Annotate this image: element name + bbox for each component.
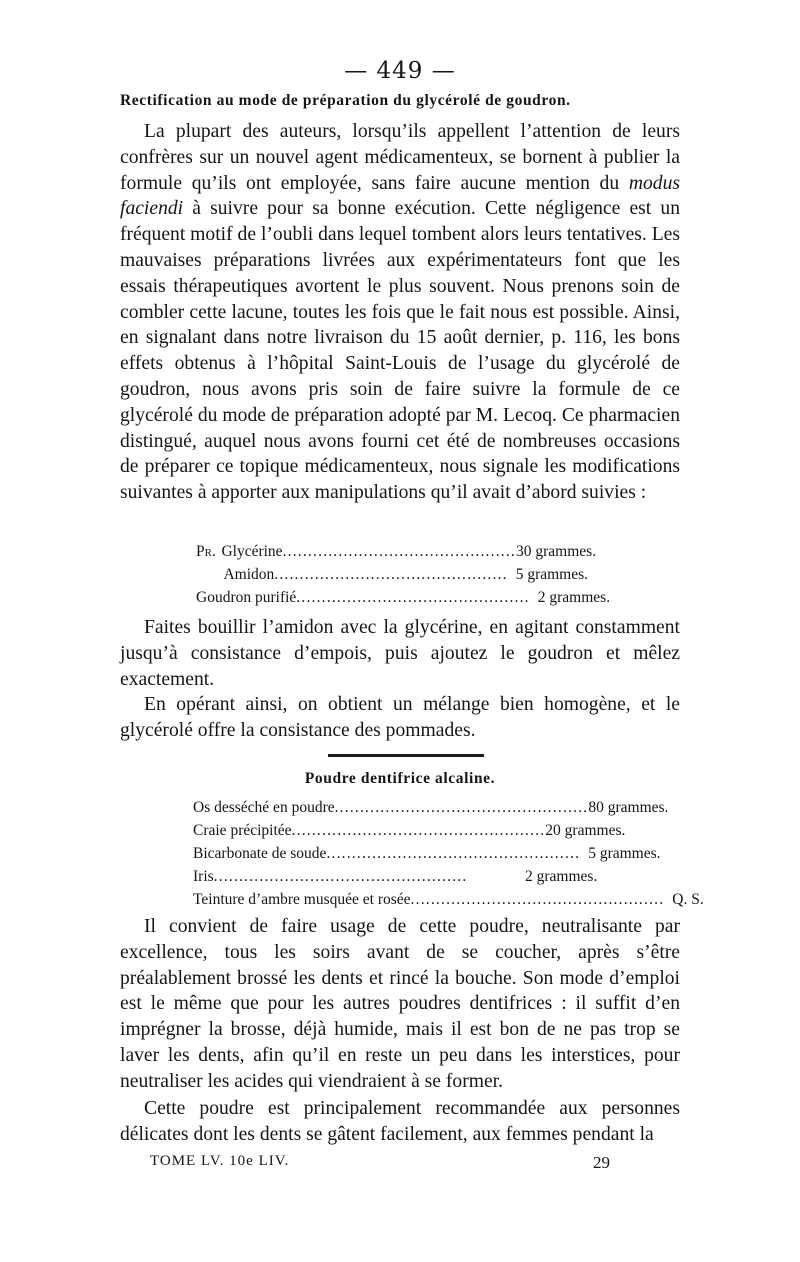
separator-rule [328, 754, 484, 757]
recipe-row [193, 865, 621, 888]
leader-dots: .................................................. [291, 822, 546, 839]
signature-mark: 29 [593, 1153, 610, 1172]
paragraph-3-text: En opérant ainsi, on obtient un mélange bien homogène, et le glycérolé offre la consistance des pommades. [120, 694, 680, 741]
leader-dots: .............................................. [282, 543, 517, 560]
ingredient-name: Teinture d’ambre musquée et rosée [193, 891, 411, 908]
ingredient-name: Bicarbonate de soude [193, 845, 327, 862]
ingredient-quantity: 5 grammes. [515, 566, 589, 583]
recipe-title: Poudre dentifrice alcaline. [304, 770, 496, 787]
recipe-poudre [193, 796, 704, 911]
leader-dots: .................................................. [334, 799, 589, 816]
ingredient-quantity: Q. S. [672, 891, 704, 908]
paragraph-1 [120, 119, 680, 506]
paragraph-2-text: Faites bouillir l’amidon avec la glycérine, en agitant constamment jusqu’à consistance d’empois, puis ajoutez le goudron et mêlez exactement. [120, 617, 680, 690]
leader-dots: .................................................. [326, 845, 581, 862]
leader-dots: .................................................. [213, 868, 468, 885]
ingredient-name: Os desséché en poudre [193, 799, 335, 816]
recipe-row [196, 563, 598, 586]
recipe-row [196, 540, 598, 563]
recipe-glycerole [196, 540, 611, 609]
ingredient-quantity: 5 grammes. [588, 845, 661, 862]
ingredient-quantity: 30 grammes. [516, 543, 597, 560]
leader-dots: .............................................. [296, 589, 530, 606]
paragraph-4-text: Il convient de faire usage de cette poudre, neutralisante par excellence, tous les soirs avant de se coucher, après s’être préalablement brossé les dents et rincé la bouche. Son mode d’emploi est le même que pour les autres poudres dentifrices : il suffit d’en imprégner la brosse, déjà humide, mais il est bon de ne pas trop se laver les dents, afin qu’il en reste un peu dans les interstices, pour neutraliser les acides qui viendraient à se former. [120, 916, 680, 1092]
ingredient-quantity: 2 grammes. [525, 868, 598, 885]
recipe-row [193, 842, 661, 865]
page-number: — 449 — [344, 58, 456, 84]
ingredient-name: Goudron purifié [196, 589, 297, 606]
paragraph-1-text-b: à suivre pour sa bonne exécution. Cette négligence est un fréquent motif de l’oubli dans lequel tombent alors leurs tentatives. Les mauvaises préparations livrées aux expérimentateurs font que les essais thérapeutiques avortent le plus souvent. Nous prenons soin de combler cette lacune, toutes les fois que le fait nous est possible. Ainsi, en signalant dans notre livraison du 15 août dernier, p. 116, les bons effets obtenus à l’hôpital Saint-Louis de l’usage du glycérolé de goudron, nous avons pris soin de faire suivre la formule de ce glycérolé du mode de préparation adopté par M. Lecoq. Ce pharmacien distingué, auquel nous avons fourni cet été de nombreuses occasions de préparer ce topique médicamenteux, nous signale les modifications suivantes à apporter aux manipulations qu’il avait d’abord suivies : [120, 198, 680, 504]
paragraph-4 [120, 914, 680, 1095]
paragraph-1-italic: modus faciendi [120, 172, 680, 220]
recipe-row [193, 888, 704, 911]
ingredient-quantity: 80 grammes. [588, 799, 669, 816]
ingredient-name: Amidon [223, 566, 275, 583]
recipe-prefix: Pr. [196, 543, 216, 560]
ingredient-name: Craie précipitée [193, 822, 292, 839]
page-footer [150, 1153, 610, 1173]
ingredient-quantity: 2 grammes. [537, 589, 611, 606]
ingredient-name: Iris [193, 868, 214, 885]
volume-label: TOME LV. 10e LIV. [150, 1153, 290, 1169]
ingredient-quantity: 20 grammes. [545, 822, 626, 839]
recipe-row [193, 796, 669, 819]
recipe-row [196, 586, 611, 609]
leader-dots: .............................................. [274, 566, 508, 583]
paragraph-5-text: Cette poudre est principalement recommandée aux personnes délicates dont les dents se gâtent facilement, aux femmes pendant la [120, 1098, 680, 1145]
recipe-row [193, 819, 626, 842]
paragraph-3 [120, 692, 680, 744]
section-title: Rectification au mode de préparation du glycérolé de goudron. [120, 92, 571, 109]
ingredient-name: Glycérine [221, 543, 283, 560]
paragraph-5 [120, 1096, 680, 1148]
leader-dots: .................................................. [410, 891, 665, 908]
paragraph-1-text-a: La plupart des auteurs, lorsqu’ils appellent l’attention de leurs confrères sur un nouvel agent médicamenteux, se bornent à publier la formule qu’ils ont employée, sans faire aucune mention du [120, 121, 680, 194]
paragraph-2 [120, 615, 680, 692]
